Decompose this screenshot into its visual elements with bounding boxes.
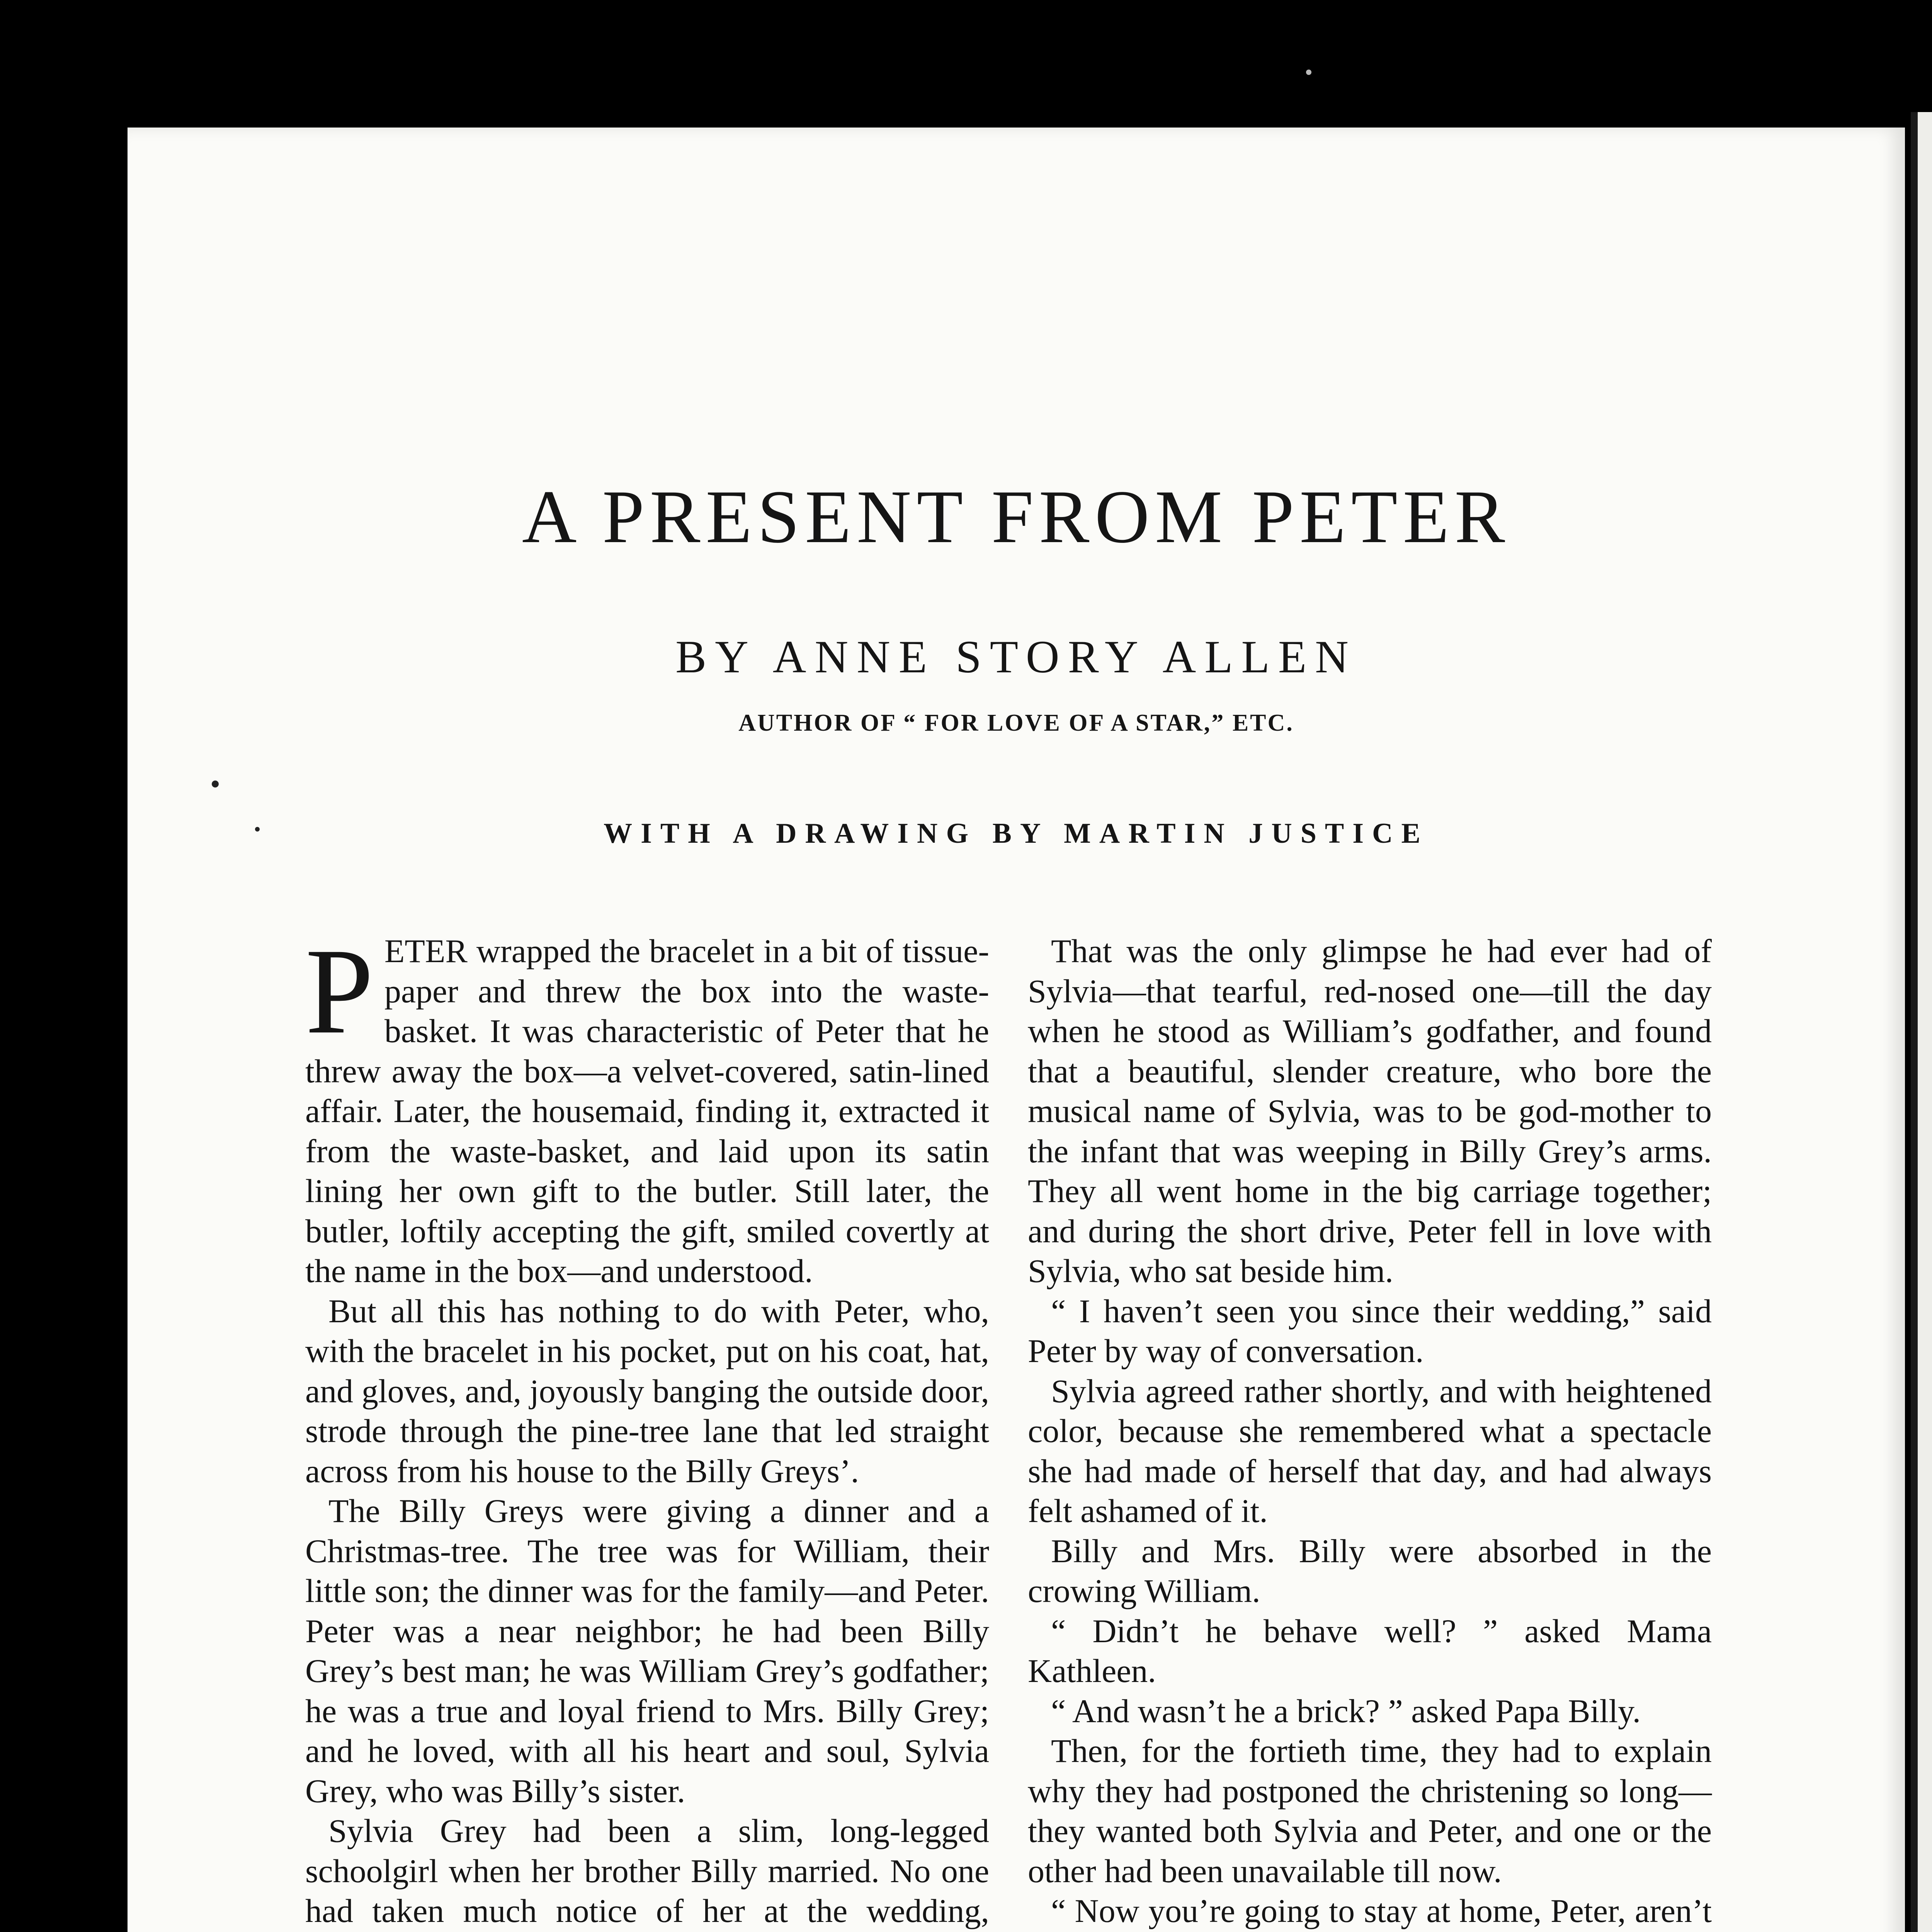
paragraph: “ Now you’re going to stay at home, Peter, aren’t — [1051, 1892, 1712, 1929]
scan-speck — [1306, 70, 1311, 75]
paragraph: Billy and Mrs. Billy were absorbed in the crowing William. — [1028, 1532, 1712, 1609]
story-title: A PRESENT FROM PETER — [522, 475, 1511, 559]
paragraph: “ And wasn’t he a brick? ” asked Papa Billy. — [1051, 1692, 1641, 1730]
paragraph: That was the only glimpse he had ever had of Sylvia—that tearful, red-nosed one—till the day when he stood as William’s godfather, and found that a beautiful, slender creature, who bore the musical name of Sylvia, was to be god-mother to the infant that was weeping in Billy Grey’s arms. They all went home in the big carriage together; and during the short drive, Peter fell in love with Sylvia, who sat beside him. — [1028, 932, 1712, 1289]
paragraph: Then, for the fortieth time, they had to explain why they had postponed the christening so long—they wanted both Sylvia and Peter, and one or the other had been unavailable till now. — [1028, 1732, 1712, 1889]
facing-page-edge — [1911, 112, 1932, 1932]
left-column — [305, 923, 989, 1932]
author-byline: BY ANNE STORY ALLEN — [675, 631, 1357, 682]
paragraph: “ Didn’t he behave well? ” asked Mama Kathleen. — [1028, 1612, 1712, 1689]
paragraph — [305, 923, 989, 1291]
paragraph: But all this has nothing to do with Peter, who, with the bracelet in his pocket, put on his coat, hat, and gloves, and, joyously banging the outside door, strode through the pine-tree lane that led straight across from his house to the Billy Greys’. — [305, 1292, 989, 1490]
paragraph: “ I haven’t seen you since their wedding,” said Peter by way of conversation. — [1028, 1292, 1712, 1369]
paragraph: Sylvia Grey had been a slim, long-legged schoolgirl when her brother Billy married. No one had taken much notice of her at the wedding, — [305, 1812, 989, 1929]
illustration-credit: WITH A DRAWING BY MARTIN JUSTICE — [604, 818, 1429, 849]
scan-speck — [212, 781, 219, 787]
author-note: AUTHOR OF “ FOR LOVE OF A STAR,” ETC. — [738, 710, 1294, 736]
right-column — [1028, 931, 1712, 1932]
paragraph-text: ETER wrapped the bracelet in a bit of tissue-paper and threw the box into the waste-basket. It was characteristic of Peter that he threw away the box—a velvet-covered, satin-lined affair. Later, the housemaid, finding it, extracted it from the waste-basket, and laid upon its satin lining her own gift to the butler. Still later, the butler, loftily accepting the gift, smiled covertly at the name in the box—and understood. — [305, 932, 989, 1289]
paragraph: The Billy Greys were giving a dinner and a Christmas-tree. The tree was for William, their little son; the dinner was for the family—and Peter. Peter was a near neighbor; he had been Billy Grey’s best man; he was William Grey’s godfather; he was a true and loyal friend to Mrs. Billy Grey; and he loved, with all his heart and soul, Sylvia Grey, who was Billy’s sister. — [305, 1492, 989, 1810]
paragraph: Sylvia agreed rather shortly, and with heightened color, because she remembered what a spectacle she had made of herself that day, and had always felt ashamed of it. — [1028, 1372, 1712, 1529]
scan-speck — [255, 827, 260, 832]
drop-cap: P — [305, 923, 374, 1059]
